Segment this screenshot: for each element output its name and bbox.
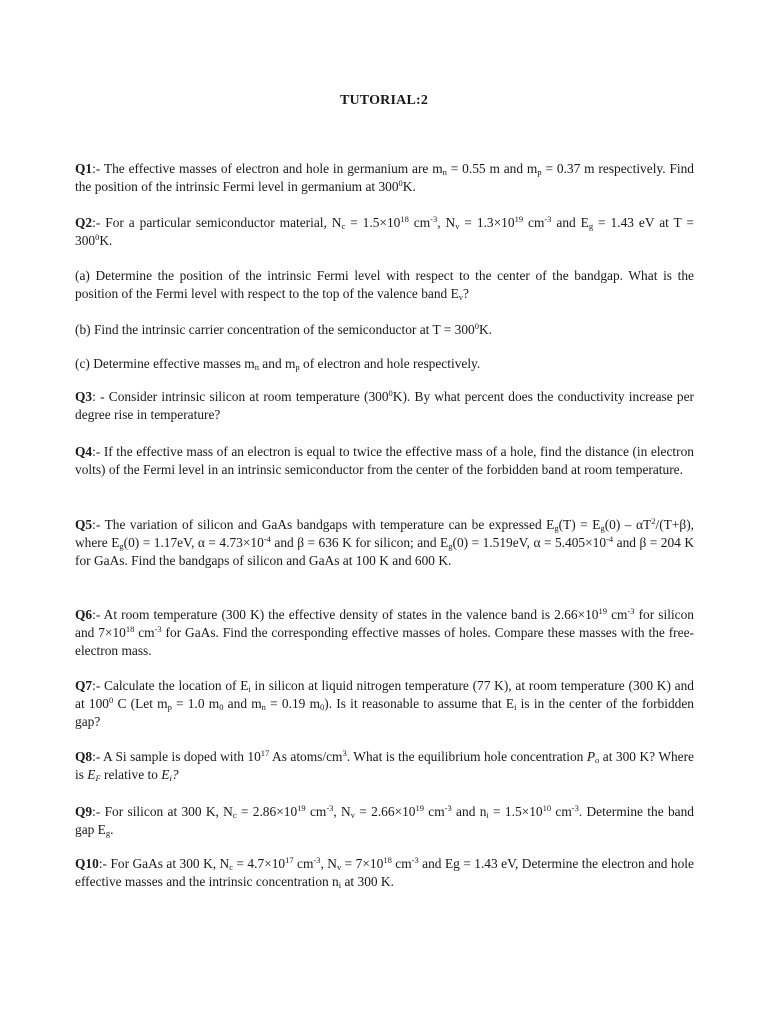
question-4: Q4:- If the effective mass of an electron is equal to twice the effective mass of a hole, find the distance (in electron volts) of the Fermi level in an intrinsic semiconductor from the center of the forbidden band at room temperature. <box>75 444 694 477</box>
page-title: TUTORIAL:2 <box>339 93 429 108</box>
question-2: Q2:- For a particular semiconductor material, $N_c = 1.5\times 10^{18}$ $cm^{-3}$, $N_v = 1.3\times 10^{19}$ $cm^{-3}$ and $E_g = 1.43$ eV at $T = 300^0K$. <box>75 214 694 248</box>
question-3: Q3: - Consider intrinsic silicon at room temperature $(300^0K)$. By what percent does the conductivity increase per degree rise in temperature? <box>75 388 694 422</box>
question-2a: (a) Determine the position of the intrinsic Fermi level with respect to the center of the bandgap. What is the position of the Fermi level with respect to the top of the valence band $E_v$? <box>75 268 694 302</box>
question-8: Q8:- A Si sample is doped with $10^{17}$ As atoms/$cm^3$. What is the equilibrium hole concentration $P_o$ at 300 K? Where is $E_F$ relative to $E_i$? <box>75 748 695 783</box>
question-1: Q1:- The effective masses of electron and hole in germanium are $m_n = 0.55$ m and $m_p = 0.37$ m respectively. Find the position of the intrinsic Fermi level in germanium at $300^0K$. <box>75 161 695 194</box>
question-9: Q9:- For silicon at 300 K, $N_c = 2.86\times 10^{19}$ $cm^{-3}$, $N_v = 2.66\times 10^{19}$ $cm^{-3}$ and $n_i = 1.5\times 10^{10}$ $cm^{-3}$. Determine the band gap $E_g$. <box>75 803 694 838</box>
question-6: Q6:- At room temperature (300 K) the effective density of states in the valence band is $2.66\times 10^{19}$ $cm^{-3}$ for silicon and $7\times 10^{18}$ $cm^{-3}$ for GaAs. Find the corresponding effective masses of holes. Compare these masses with the free-electron mass. <box>75 606 694 658</box>
question-5: Q5:- The variation of silicon and GaAs bandgaps with temperature can be expressed $E_g(T) = E_g(0) - \alpha T^2/(T+\beta)$, where $E_g(0) = 1.17eV$, $\alpha = 4.73\times 10^{-4}$ and β = 636 K for silicon; and $E_g(0) = 1.519eV$, $\alpha = 5.405\times 10^{-4}$ and β = 204 K for GaAs. Find the bandgaps of silicon and GaAs at 100 K and 600 K. <box>75 516 695 568</box>
question-7: Q7:- Calculate the location of $E_i$ in silicon at liquid nitrogen temperature (77 K), at room temperature (300 K) and at $100^0$ C (Let $m_p = 1.0$ $m_0$ and $m_n = 0.19$ $m_0$). Is it reasonable to assume that $E_i$ is in the center of the forbidden gap? <box>75 678 695 729</box>
question-2c: (c) Determine effective masses $m_n$ and $m_p$ of electron and hole respectively. <box>75 356 481 372</box>
question-2b: (b) Find the intrinsic carrier concentration of the semiconductor at $T = 300^0K$. <box>75 321 493 337</box>
question-10: Q10:- For GaAs at 300 K, $N_c = 4.7\times 10^{17}$ $cm^{-3}$, $N_v = 7\times 10^{18}$ $cm^{-3}$ and Eg = 1.43 eV, Determine the electron and hole effective masses and the intrinsic concentration $n_i$ at 300 K. <box>75 855 694 890</box>
